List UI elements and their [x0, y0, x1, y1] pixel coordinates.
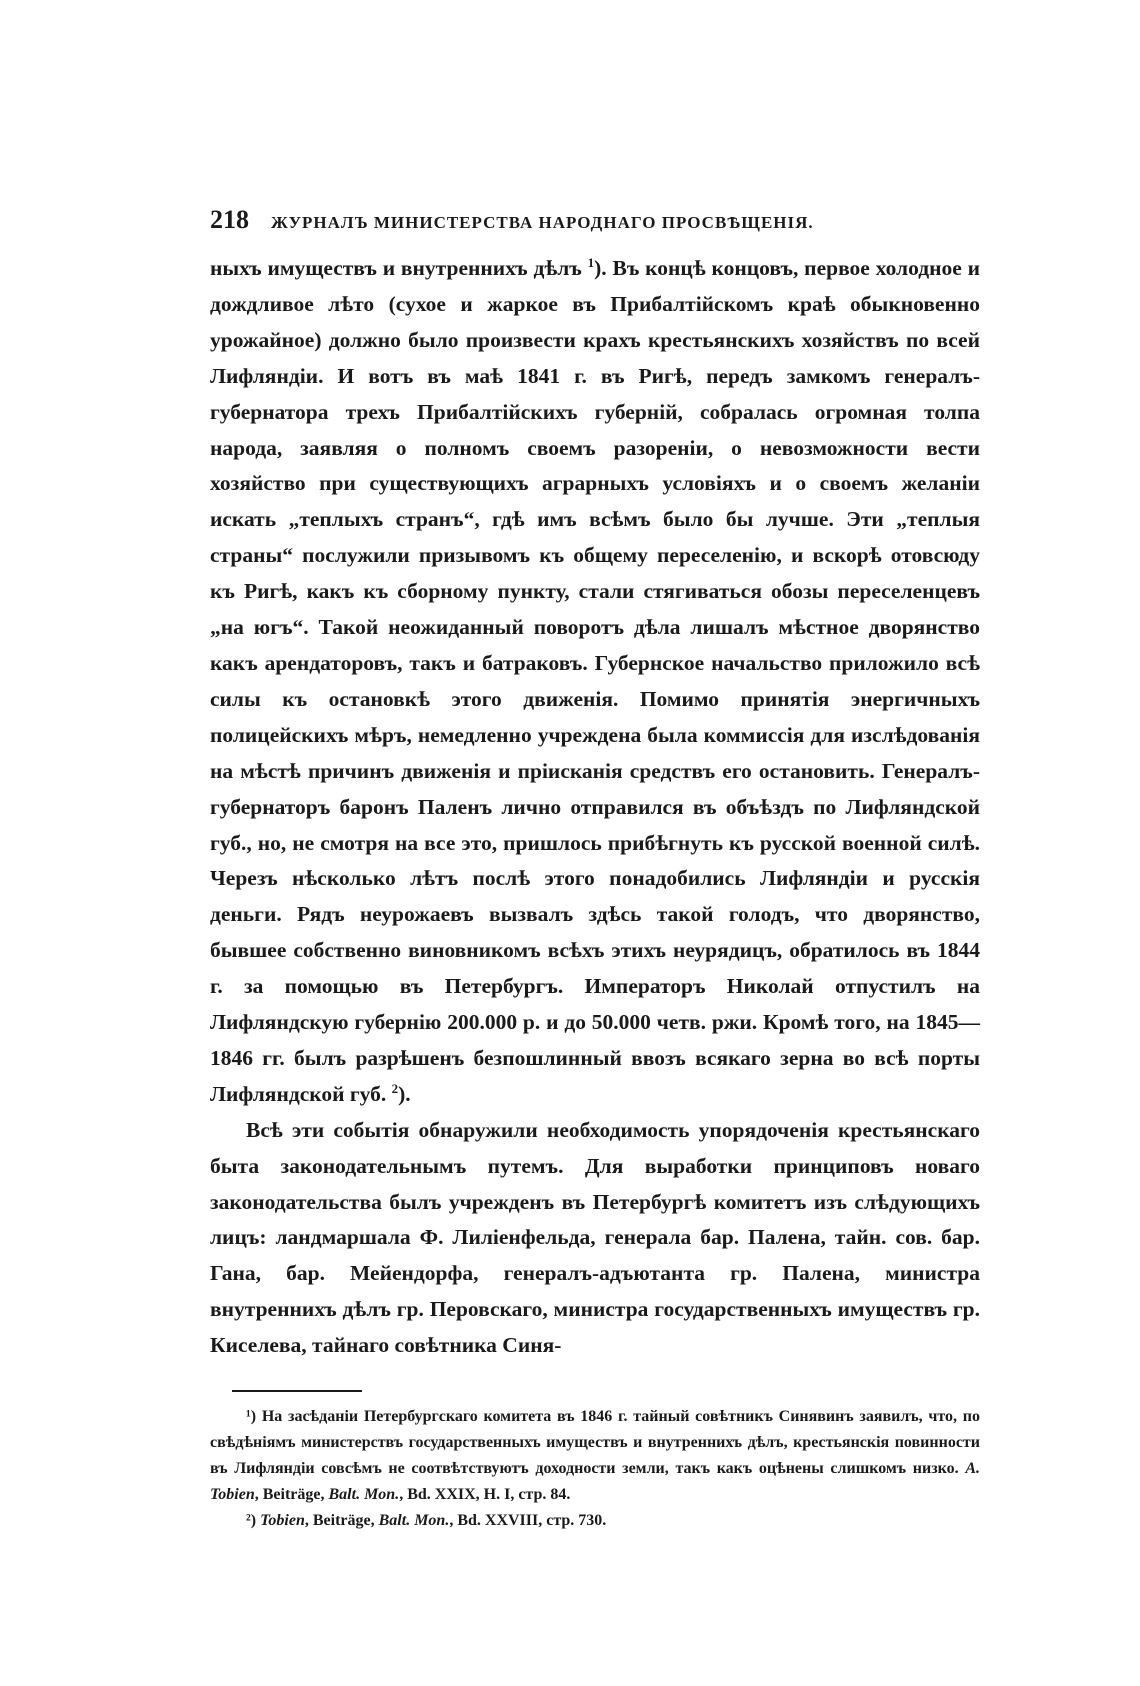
footnote-1-marker: ¹)	[246, 1408, 257, 1426]
book-page	[210, 205, 980, 1534]
footnote-1-author: A. Tobien	[210, 1460, 980, 1504]
footnote-ref-1: 1	[587, 254, 595, 270]
footnotes	[210, 1404, 980, 1534]
footnote-2-author: Tobien	[260, 1512, 305, 1530]
paragraph-1-end: ).	[398, 1081, 411, 1106]
footnote-ref-2: 2	[391, 1080, 399, 1096]
footnote-2-series: Balt. Mon.	[378, 1512, 450, 1530]
footnote-separator	[232, 1390, 362, 1392]
main-text	[210, 251, 980, 1364]
page-number: 218	[210, 205, 249, 234]
footnote-2-mid: , Beiträge,	[304, 1512, 379, 1530]
footnote-1-mid: , Beiträge,	[254, 1486, 329, 1504]
footnote-2-tail: , Bd. XXVIII, стр. 730.	[449, 1512, 607, 1530]
running-head	[210, 205, 980, 245]
paragraph-2: Всѣ эти событія обнаружили необходимость упорядоченія крестьянскаго быта законодательнымъ путемъ. Для выработки принциповъ новаго законодательства былъ учрежденъ въ Петербургѣ комитетъ изъ слѣдующихъ лицъ: ландмаршала Ф. Лиліенфельда, генерала бар. Палена, тайн. сов. бар. Гана, бар. Мейендорфа, генералъ-адъютанта гр. Палена, министра внутреннихъ дѣлъ гр. Перовскаго, министра государственныхъ имуществъ гр. Киселева, тайнаго совѣтника Синя-	[210, 1117, 980, 1358]
footnote-1-tail: , Bd. XXIX, H. I, стр. 84.	[399, 1486, 571, 1504]
footnote-1-text: На засѣданіи Петербургскаго комитета въ 1846 г. тайный совѣтникъ Синявинъ заявилъ, что, по свѣдѣніямъ министерствъ государственныхъ имуществъ и внутреннихъ дѣлъ, крестьянскія повинности въ Лифляндіи совсѣмъ не соотвѣтствуютъ доходности земли, такъ какъ оцѣнены слишкомъ низко.	[210, 1408, 980, 1478]
paragraph-1-continuation: ). Въ концѣ концовъ, первое холодное и дождливое лѣто (сухое и жаркое въ Прибалтійскомъ краѣ обыкновенно урожайное) должно было произвести крахъ крестьянскихъ хозяйствъ по всей Лифляндіи. И вотъ въ маѣ 1841 г. въ Ригѣ, передъ замкомъ генералъ-губернатора трехъ Прибалтійскихъ губерній, собралась огромная толпа народа, заявляя о полномъ своемъ разореніи, о невозможности вести хозяйство при существующихъ аграрныхъ условіяхъ и о своемъ желаніи искать „теплыхъ странъ“, гдѣ имъ всѣмъ было бы лучше. Эти „теплыя страны“ послужили призывомъ къ общему переселенію, и вскорѣ отовсюду къ Ригѣ, какъ къ сборному пункту, стали стягиваться обозы переселенцевъ „на югъ“. Такой неожиданный поворотъ дѣла лишалъ мѣстное дворянство какъ арендаторовъ, такъ и батраковъ. Губернское начальство приложило всѣ силы къ остановкѣ этого движенія. Помимо принятія энергичныхъ полицейскихъ мѣръ, немедленно учреждена была коммиссія для изслѣдованія на мѣстѣ причинъ движенія и пріисканія средствъ его остановить. Генералъ-губернаторъ баронъ Паленъ лично отправился въ объѣздъ по Лифляндской губ., но, не смотря на все это, пришлось прибѣгнуть къ русской военной силѣ. Черезъ нѣсколько лѣтъ послѣ этого понадобились Лифляндіи и русскія деньги. Рядъ неурожаевъ вызвалъ здѣсь такой голодъ, что дворянство, бывшее собственно виновникомъ всѣхъ этихъ неурядицъ, обратилось въ 1844 г. за помощью въ Петербургъ. Императоръ Николай отпустилъ на Лифляндскую губернію 200.000 р. и до 50.000 четв. ржи. Кромѣ того, на 1845—1846 гг. былъ разрѣшенъ безпошлинный ввозъ всякаго зерна во всѣ порты Лифляндской губ.	[210, 256, 980, 1106]
paragraph-1	[210, 251, 980, 1113]
footnote-2-marker: ²)	[246, 1512, 257, 1530]
footnote-2	[210, 1508, 980, 1534]
footnote-1-series: Balt. Mon.	[328, 1486, 400, 1504]
journal-title: ЖУРНАЛЪ МИНИСТЕРСТВА НАРОДНАГО ПРОСВѢЩЕНІЯ.	[271, 213, 814, 232]
footnote-1	[210, 1404, 980, 1508]
paragraph-1-start: ныхъ имуществъ и внутреннихъ дѣлъ	[210, 256, 588, 280]
